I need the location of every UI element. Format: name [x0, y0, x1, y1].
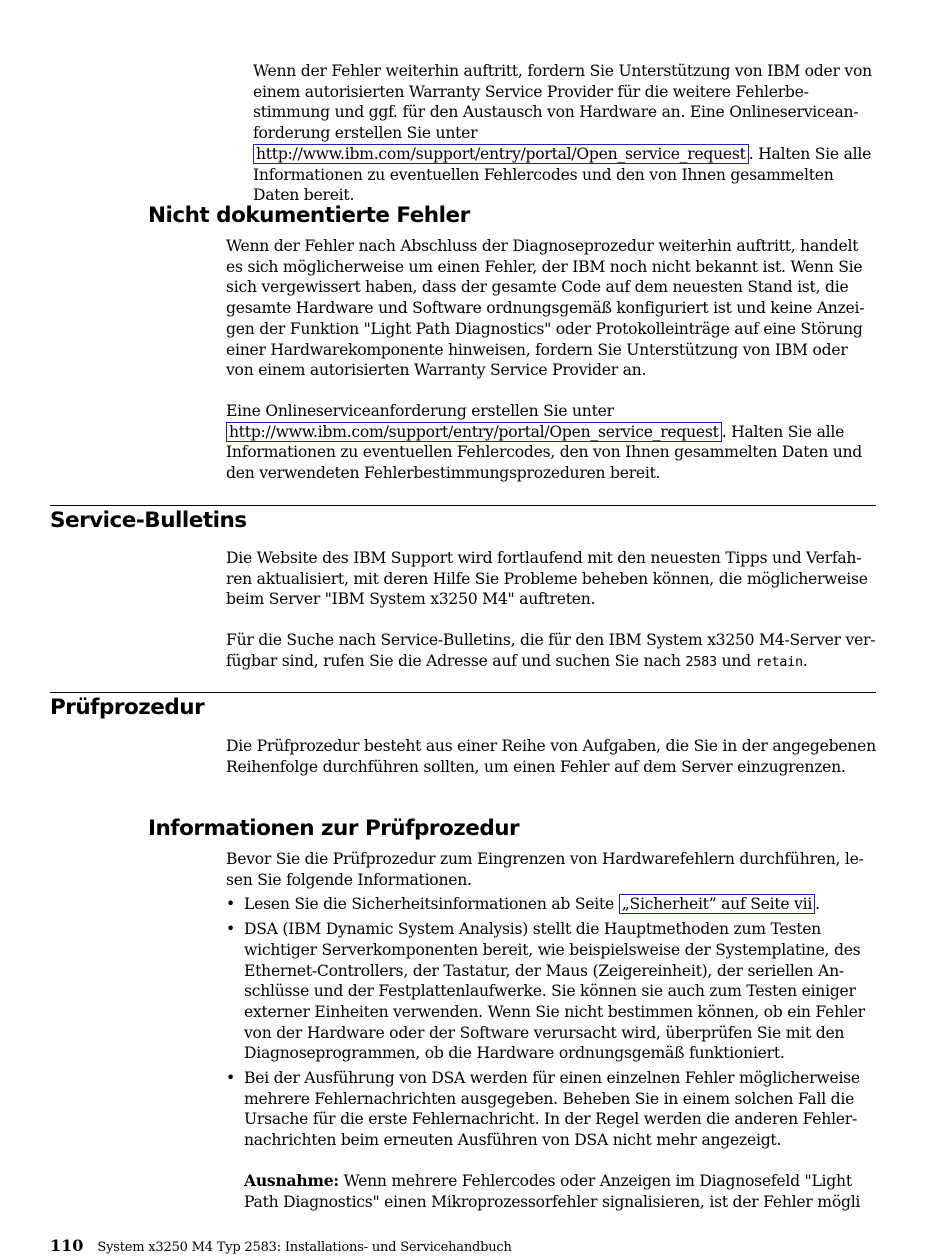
- section-divider-service: [50, 505, 876, 506]
- service-paragraph-1: Die Website des IBM Support wird fortlaufend mit den neuesten Tipps und Verfahren aktualisiert, mit deren Hilfe Sie Probleme beheben können, die möglicherweise beim Server "IBM System x3250 M4" auftreten.: [226, 549, 868, 609]
- exception-note: Ausnahme: Wenn mehrere Fehlercodes oder Anzeigen im Diagnosefeld "Light Path Diagnostics" einen Mikroprozessorfehler signalisieren, ist der Fehler mögli: [244, 1170, 861, 1211]
- heading-service-bulletins: Service-Bulletins: [50, 508, 247, 533]
- info-intro: Bevor Sie die Prüfprozedur zum Eingrenzen von Hardwarefehlern durchführen, lesen Sie folgende Informationen.: [226, 850, 864, 889]
- pruef-paragraph: Die Prüfprozedur besteht aus einer Reihe von Aufgaben, die Sie in der angegebenen Reihenfolge durchführen sollten, um einen Fehler auf dem Server einzugrenzen.: [226, 737, 876, 776]
- nicht-dok-paragraph-1: Wenn der Fehler nach Abschluss der Diagnoseprozedur weiterhin auftritt, handelt es sich möglicherweise um einen Fehler, der IBM noch nicht bekannt ist. Wenn Sie sich vergewissert haben, dass der gesamte Code auf dem neuesten Stand ist, die gesamte Hardware und Software ordnungsgemäß konfiguriert ist und keine Anzeigen der Funktion "Light Path Diagnostics" oder Protokolleinträge auf eine Störung einer Hardwarekomponente hinweisen, fordern Sie Unterstützung von IBM oder von einem autorisierten Warranty Service Provider an.: [226, 237, 865, 380]
- intro-paragraph-block: [253, 61, 878, 206]
- footer-title: System x3250 M4 Typ 2583: Installations- und Servicehandbuch: [97, 1240, 512, 1255]
- page-number: 110: [50, 1236, 84, 1255]
- nicht-dok-paragraph-2: Eine Onlineserviceanforderung erstellen Sie unter http://www.ibm.com/support/entry/portal/Open_service_request . Halten Sie alle Informationen zu eventuellen Fehlercodes, den von Ihnen gesammelten Daten und den verwendeten Fehlerbestimmungsprozeduren bereit.: [226, 401, 863, 483]
- service-request-link[interactable]: http://www.ibm.com/support/entry/portal/Open_service_request: [253, 144, 749, 164]
- page-footer: [50, 1236, 512, 1255]
- exception-label: Ausnahme:: [244, 1170, 339, 1190]
- intro-paragraph: Wenn der Fehler weiterhin auftritt, fordern Sie Unterstützung von IBM oder von einem autorisierten Warranty Service Provider für die weitere Fehlerbestimmung und ggf. für den Austausch von Hardware an. Eine Onlineserviceanforderung erstellen Sie unter http://www.ibm.com/support/entry/portal/Open_service_request . Halten Sie alle Informationen zu eventuellen Fehlercodes und den von Ihnen gesammelten Daten bereit.: [253, 62, 872, 205]
- section-divider-pruef: [50, 692, 876, 693]
- heading-pruefprozedur: Prüfprozedur: [50, 695, 205, 720]
- info-section: [226, 849, 878, 1212]
- sicherheit-link[interactable]: „Sicherheit” auf Seite vii: [619, 894, 815, 914]
- list-item: • Bei der Ausführung von DSA werden für einen einzelnen Fehler möglicherweise mehrere Fehlernachrichten ausgegeben. Beheben Sie in einem solchen Fall die Ursache für die erste Fehlernachricht. In der Regel werden die anderen Fehlernachrichten beim erneuten Ausführen von DSA nicht mehr angezeigt. Ausnahme: Wenn mehrere Fehlercodes oder Anzeigen im Diagnosefeld "Light Path Diagnostics" einen Mikroprozessorfehler signalisieren, ist der Fehler mögli: [226, 1068, 878, 1212]
- bullet-icon: •: [226, 920, 235, 939]
- list-item: • Lesen Sie die Sicherheitsinformationen ab Seite „Sicherheit” auf Seite vii .: [226, 895, 820, 914]
- bullet-icon: •: [226, 895, 235, 914]
- service-paragraph-2: Für die Suche nach Service-Bulletins, die für den IBM System x3250 M4-Server verfügbar sind, rufen Sie die Adresse auf und suchen Sie nach 2583 und retain.: [226, 631, 876, 670]
- list-item: • DSA (IBM Dynamic System Analysis) stellt die Hauptmethoden zum Testen wichtiger Serverkomponenten bereit, wie beispielsweise der Systemplatine, des Ethernet-Controllers, der Tastatur, der Maus (Zeigereinheit), der seriellen Anschlüsse und der Festplattenlaufwerke. Sie können sie auch zum Testen einiger externer Einheiten verwenden. Wenn Sie nicht bestimmen können, ob ein Fehler von der Hardware oder der Software verursacht wird, überprüfen Sie mit den Diagnoseprogrammen, ob die Hardware ordnungsgemäß funktioniert.: [226, 920, 865, 1063]
- service-request-link-2[interactable]: http://www.ibm.com/support/entry/portal/Open_service_request: [226, 422, 722, 442]
- nicht-dok-section: [226, 236, 878, 484]
- heading-nicht-dokumentierte-fehler: Nicht dokumentierte Fehler: [148, 203, 470, 228]
- heading-informationen-pruefprozedur: Informationen zur Prüfprozedur: [148, 816, 520, 841]
- bullet-icon: •: [226, 1069, 235, 1088]
- info-bullet-list: [226, 894, 878, 1212]
- code-retain: retain: [755, 653, 803, 670]
- code-2583: 2583: [685, 653, 717, 670]
- service-section: [226, 548, 878, 673]
- pruef-section: [226, 736, 878, 777]
